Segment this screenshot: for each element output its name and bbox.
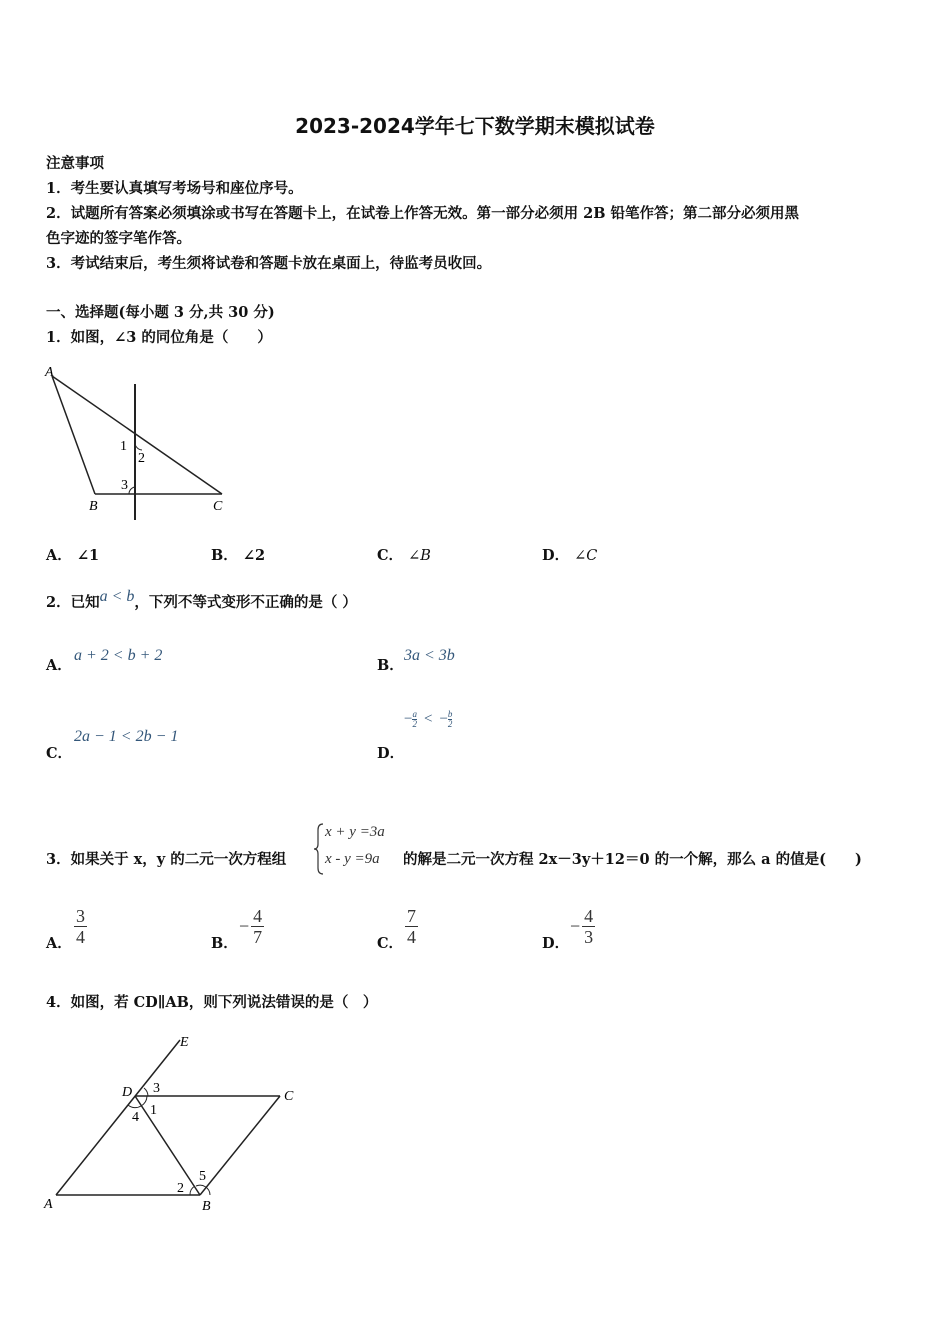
q2-option-d-letter: D．	[377, 745, 405, 762]
q1-option-a	[46, 544, 99, 565]
q3-option-d-num: 4	[584, 906, 594, 926]
q2-d-den1: 2	[412, 719, 417, 729]
segment-ac	[52, 376, 222, 494]
q1-option-d-letter: D．	[542, 547, 570, 564]
question-4-figure	[40, 1030, 310, 1220]
q2-option-d-math	[404, 710, 452, 729]
vertex-label-b: B	[89, 499, 98, 514]
q2-d-num1: a	[412, 709, 417, 719]
q2-option-a-math: a + 2 < b + 2	[74, 647, 163, 664]
page-title: 2023-2024学年七下数学期末模拟试卷	[295, 114, 655, 138]
angle-label-3: 3	[121, 478, 128, 493]
q2-option-c-letter: C．	[46, 745, 73, 762]
angle-arc-1	[141, 1096, 147, 1106]
q3-brace	[313, 822, 325, 876]
angle-arc-5	[196, 1185, 210, 1195]
question-1-stem: 1．如图，∠3 的同位角是（ ）	[46, 329, 272, 346]
q1-option-a-text: ∠1	[76, 547, 100, 564]
q2-option-d	[377, 742, 404, 763]
q3-option-d-den: 3	[584, 927, 594, 947]
q3-option-b-sign: −	[239, 916, 250, 936]
question-4-stem: 4．如图，若 CD∥AB，则下列说法错误的是（ ）	[46, 994, 378, 1011]
ray-ae	[56, 1040, 180, 1195]
question-2-stem	[46, 588, 357, 612]
q2-d-lt: <	[423, 711, 433, 727]
q1-option-c	[377, 544, 431, 565]
q2-d-neg2: −	[439, 711, 448, 727]
q2-d-den2: 2	[447, 719, 453, 729]
angle-arc-4	[128, 1105, 141, 1108]
q3-option-c-value	[405, 906, 418, 947]
notice-item-3: 3．考试结束后，考生须将试卷和答题卡放在桌面上，待监考员收回。	[46, 255, 492, 272]
vertex-label-c: C	[284, 1089, 294, 1104]
segment-ab	[52, 376, 95, 494]
vertex-label-c: C	[213, 499, 223, 514]
angle-label-2: 2	[177, 1181, 184, 1196]
notice-item-1: 1．考生要认真填写考场号和座位序号。	[46, 180, 303, 197]
q3-option-b-value	[239, 906, 264, 947]
q3-equation-2: x - y =9a	[325, 851, 380, 867]
q1-option-d	[542, 544, 597, 565]
q3-option-c-num: 7	[407, 906, 416, 926]
q3-option-b-letter: B．	[211, 935, 238, 952]
q3-option-b-num: 4	[253, 906, 263, 926]
q2-stem-pre: 2．已知	[46, 594, 100, 611]
q2-option-b-math: 3a < 3b	[404, 647, 455, 664]
vertex-label-d: D	[122, 1085, 133, 1100]
q2-d-frac2	[448, 710, 453, 729]
q1-option-b-letter: B．	[211, 547, 238, 564]
q2-d-neg1: −	[404, 711, 413, 727]
q3-stem-pre: 3．如果关于 x，y 的二元一次方程组	[46, 851, 287, 868]
q3-equation-1: x + y =3a	[325, 824, 385, 840]
vertex-label-e: E	[180, 1035, 189, 1050]
angle-arc-3	[144, 1088, 148, 1096]
notice-item-2: 2．试题所有答案必须填涂或书写在答题卡上，在试卷上作答无效。第一部分必须用 2B 铅笔作答；第二部分必须用黑	[46, 205, 800, 222]
q2-stem-post: ，下列不等式变形不正确的是（ ）	[134, 594, 357, 611]
q2-option-a	[46, 654, 72, 675]
q3-option-a-den: 4	[76, 927, 85, 947]
q2-option-c-math: 2a − 1 < 2b − 1	[74, 728, 179, 745]
angle-label-1: 1	[150, 1103, 157, 1118]
q3-option-d-value	[570, 906, 595, 947]
q3-option-a-value	[74, 906, 87, 947]
q3-stem-post: 的解是二元一次方程 2x－3y＋12＝0 的一个解，那么 a 的值是( )	[403, 851, 862, 868]
q1-option-c-letter: C．	[377, 547, 404, 564]
angle-label-3: 3	[153, 1081, 160, 1096]
q3-option-c-letter: C．	[377, 935, 404, 952]
q3-option-d-sign: −	[570, 916, 581, 936]
q3-option-a-frac	[74, 906, 87, 947]
angle-label-1: 1	[120, 439, 127, 454]
vertex-label-a: A	[44, 1197, 53, 1212]
q1-option-a-letter: A．	[46, 547, 72, 564]
q1-option-b-text: ∠2	[242, 547, 266, 564]
q3-option-d-frac	[582, 906, 595, 947]
vertex-label-b: B	[202, 1199, 211, 1214]
q3-option-b-den: 7	[253, 927, 263, 947]
q3-option-d-letter: D．	[542, 935, 570, 952]
q2-d-num2: b	[447, 709, 453, 719]
angle-label-4: 4	[132, 1110, 139, 1125]
angle-label-2: 2	[138, 451, 145, 466]
angle-label-5: 5	[199, 1169, 206, 1184]
q2-d-frac1	[412, 710, 417, 729]
q3-option-c-den: 4	[407, 927, 416, 947]
question-1-figure	[40, 362, 240, 522]
notice-heading: 注意事项	[46, 155, 104, 172]
q1-option-b	[211, 544, 265, 565]
segment-db	[135, 1096, 200, 1195]
q1-option-c-text: ∠B	[408, 548, 431, 564]
q2-option-a-letter: A．	[46, 657, 72, 674]
section-heading: 一、选择题(每小题 3 分,共 30 分)	[46, 304, 275, 321]
q3-option-a-num: 3	[76, 906, 85, 926]
vertex-label-a: A	[45, 365, 54, 380]
q3-option-c-frac	[405, 906, 418, 947]
q1-option-d-text: ∠C	[574, 548, 598, 564]
q2-option-b-letter: B．	[377, 657, 404, 674]
q3-option-a-letter: A．	[46, 935, 72, 952]
notice-item-2-cont: 色字迹的签字笔作答。	[46, 230, 191, 247]
q3-option-b-frac	[251, 906, 264, 947]
q2-option-b	[377, 654, 404, 675]
segment-bc	[200, 1096, 280, 1195]
q2-stem-math: a < b	[99, 588, 135, 605]
q2-option-c	[46, 742, 72, 763]
